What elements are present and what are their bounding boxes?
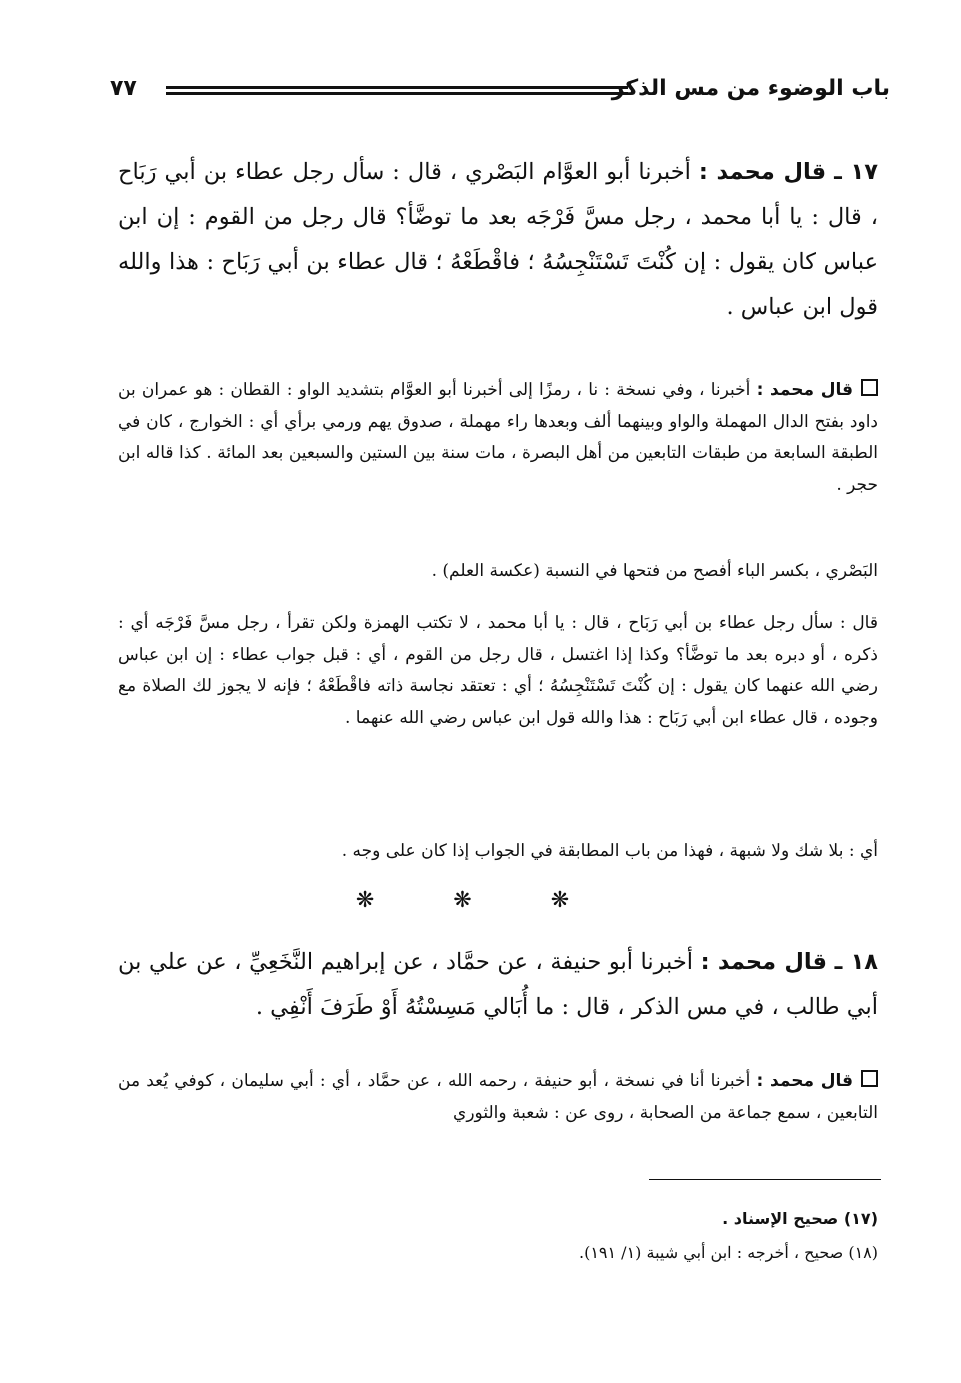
footnote-17: (١٧) صحيح الإسناد . — [722, 1209, 878, 1228]
commentary-18-lead: قال محمد : — [756, 1071, 853, 1091]
square-marker-icon — [861, 1070, 878, 1087]
commentary-17-p1-text: أخبرنا ، وفي نسخة : نا ، رمزًا إلى أخبرنا أبو العوَّام بتشديد الواو : القطان : هو عمران بن داود بفتح الدال المهملة والواو وبينهما ألف وبعدها راء مهملة ، صدوق يهم ورمي برأي أي : الخوارج ، كان في الطبقة السابعة من طبقات التابعين من أهل البصرة ، مات سنة بين الستين والسبعين بعد المائة . كذا قاله ابن حجر . — [118, 380, 878, 495]
header-double-rule — [166, 86, 628, 95]
footnote-rule — [649, 1179, 881, 1180]
commentary-17-lead: قال محمد : — [756, 380, 853, 400]
square-marker-icon — [861, 379, 878, 396]
commentary-18-text: أخبرنا أنا في نسخة ، أبو حنيفة ، رحمه الله ، عن حمَّاد ، أي : أبي سليمان ، كوفي يُعد من التابعين ، سمع جماعة من الصحابة ، روى عن : شعبة والثوري — [118, 1071, 878, 1123]
commentary-17-p4-text: أي : بلا شك ولا شبهة ، فهذا من باب المطابقة في الجواب إذا كان على وجه . — [341, 841, 878, 861]
page-header — [110, 74, 890, 114]
section-separator: ❋ ❋ ❋ — [355, 888, 606, 913]
hadith-18-text: أخبرنا أبو حنيفة ، عن حمَّاد ، عن إبراهيم النَّخَعِيِّ ، عن علي بن أبي طالب ، في مس الذكر ، قال : ما أُبَالي مَسِسْتُهُ أَوْ طَرَفَ أَنْفِي . — [118, 949, 878, 1020]
page-number: ٧٧ — [110, 76, 137, 101]
running-title: باب الوضوء من مس الذكر — [611, 76, 890, 101]
hadith-18-number: ١٨ ـ — [834, 949, 879, 975]
hadith-18-speaker: قال محمد : — [700, 949, 828, 975]
footnotes — [118, 1202, 878, 1270]
hadith-17-number: ١٧ ـ — [834, 159, 879, 185]
hadith-18 — [118, 940, 878, 1030]
commentary-17-p2-text: البَصْري ، بكسر الباء أفصح من فتحها في النسبة (عكسة العلم) . — [431, 561, 878, 581]
commentary-17-p1 — [118, 375, 878, 501]
commentary-17-p2 — [118, 556, 878, 588]
hadith-17-text: أخبرنا أبو العوَّام البَصْري ، قال : سأل رجل عطاء بن أبي رَبَاح ، قال : يا أبا محمد ، رجل مسَّ فَرْجَه بعد ما توضَّأ؟ قال رجل من القوم : إن ابن عباس كان يقول : إن كُنْتَ تَسْتَنْجِسُهُ ؛ فاقْطَعْهُ ؛ قال عطاء بن أبي رَبَاح : هذا والله قول ابن عباس . — [118, 159, 878, 320]
footnote-18: (١٨) صحيح ، أخرجه : ابن أبي شيبة (١/ ١٩١). — [578, 1243, 878, 1262]
commentary-17-p4 — [118, 836, 878, 868]
hadith-17 — [118, 150, 878, 330]
commentary-18 — [118, 1066, 878, 1129]
hadith-17-speaker: قال محمد : — [698, 159, 827, 185]
commentary-17-p3-text: قال : سأل رجل عطاء بن أبي رَبَاح ، قال : يا أبا محمد ، لا تكتب الهمزة ولكن تقرأ ، رجل مسَّ فَرْجَه أي : ذكره ، أو دبره بعد ما توضَّأ؟ وكذا إذا اغتسل ، قال رجل من القوم ، أي : قبل جواب عطاء : إن ابن عباس رضي الله عنهما كان يقول : إن كُنْتَ تَسْتَنْجِسُهُ ؛ أي : تعتقد نجاسة ذاته فاقْطَعْهُ ؛ فإنه لا يجوز لك الصلاة مع وجوده ، قال عطاء ابن أبي رَبَاح : هذا والله قول ابن عباس رضي الله عنهما . — [118, 613, 878, 728]
commentary-17-p3 — [118, 608, 878, 734]
